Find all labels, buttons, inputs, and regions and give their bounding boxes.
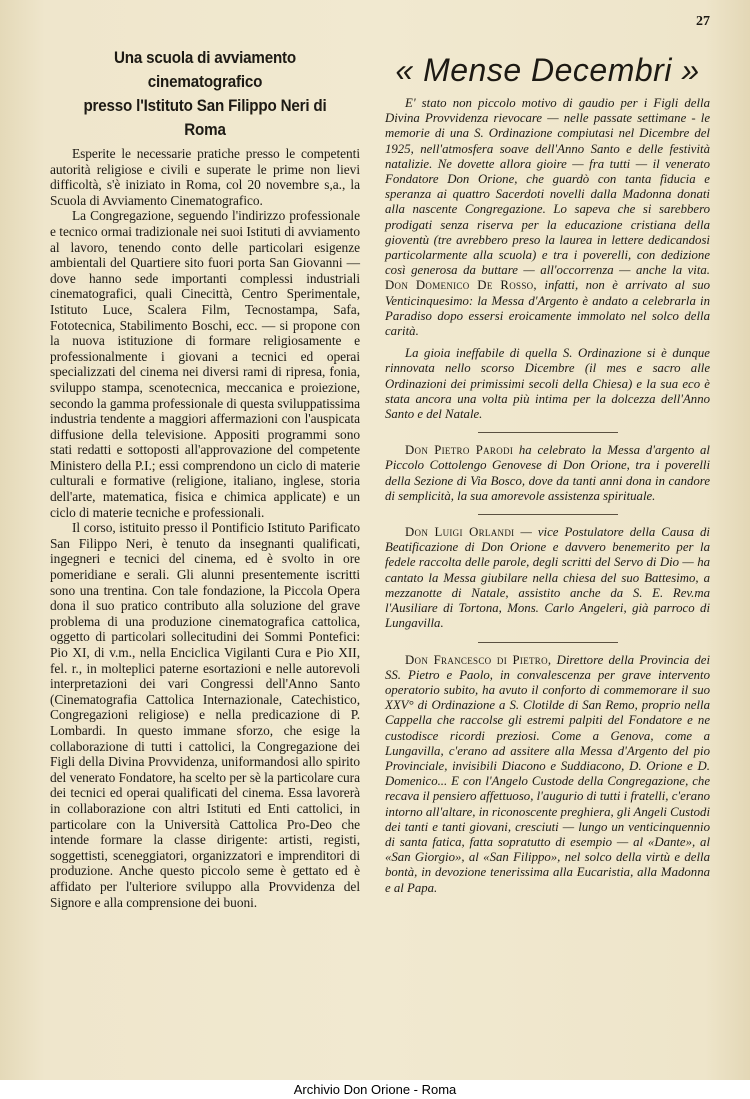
right-article-body bbox=[385, 96, 710, 896]
right-paragraph-orlandi bbox=[385, 525, 710, 631]
left-article-body bbox=[50, 146, 360, 910]
paragraph-text: Direttore della Provincia dei SS. Pietro e Paolo, in convalescenza per grave intervento operatorio subito, ha avuto il conforto di commemorare il suo XXV° di Ordinazione a S. Clotilde di San Remo, proprio nella Cappella che raccolse gli estremi palpiti del Fondatore e ne custodisce ricordi preziosi. Come a Genova, come a Lungavilla, c'erano ad assitere alla Messa d'Argento del pio Provinciale, invisibili Diacono e Suddiacono, D. Orione e D. Domenico... E con l'Angelo Custode della Congregazione, che recava il pensiero affettuoso, l'augurio di tutti i fratelli, c'erano intorno all'altare, in riconoscente preghiera, gli Angeli Custodi dei tanti e tanti giovani, cresciuti — lungo un venticinquennio di santa fatica, fatta sopratutto di esempio — al «Dante», al «San Giorgio», al «San Filippo», nel solco della virtù e della bontà, in devozione tenerissima alla Eucaristia, alla Madonna e al Papa. bbox=[385, 652, 711, 895]
person-name: Don Domenico De Rosso, bbox=[385, 278, 537, 293]
right-paragraph-joy: La gioia ineffabile di quella S. Ordinazione si è dunque rinnovata nello scorso Dicembre (il mes e sacro alle Ordinazioni dei primissimi secoli della Chiesa) e la sua eco è stata ancora una volta più intima per la dolcezza dell'Anno Santo e del Natale. bbox=[385, 346, 710, 422]
right-paragraph-intro bbox=[385, 96, 710, 339]
separator-line bbox=[478, 432, 618, 433]
left-paragraph: La Congregazione, seguendo l'indirizzo professionale e tecnico ormai tradizionale nei suoi Istituti di avviamento al lavoro, tenendo conto delle particolari esigenze ambientali del Quartiere sito fuori porta San Giovanni — dove hanno sede importanti complessi industriali cinematografici, quali Cinecittà, Centro Sperimentale, Istituto Luce, Scalera Film, Tecnostampa, Safa, Fototecnica, Stabilimento Boschi, ecc. — si propone con la nuova istituzione di formare religiosamente e professionalmente i giovani a tecnici ed operai specializzati del cinema nei diversi rami di ripresa, fonia, sviluppo stampa, scenotecnica, meccanica e proiezione, secondo la gamma professionale di questa sviluppatissima industria tendente a maggiori affermazioni con l'auspicata diffusione della televisione. Appositi programmi sono stati redatti e sottoposti all'approvazione del competente Ministero della P.I.; essi comprendono un ciclo di materie culturali e formative (religione, italiano, inglese, storia dell'arte, matematica, fisica e chimica applicate) e un ciclo di materie tecniche e professionali. bbox=[50, 208, 360, 520]
right-article-title: « Mense Decembri » bbox=[395, 52, 700, 88]
left-column-article bbox=[50, 46, 360, 910]
archive-footer: Archivio Don Orione - Roma bbox=[0, 1080, 750, 1099]
left-article-title-line1: Una scuola di avviamento cinematografico bbox=[113, 49, 297, 91]
person-name: Don Luigi Orlandi bbox=[405, 525, 515, 540]
paragraph-text: — vice Postulatore della Causa di Beatificazione di Don Orione e davvero benemerito per la fedele raccolta delle parole, degli scritti del Servo di Dio — ha cantato la Messa giubilare nella chiesa del suo Battesimo, a mezzanotte di Natale, assistito anche da S. E. Rev.ma l'Ausiliare di Tortona, Mons. Carlo Angeleri, già parroco di Lungavilla. bbox=[385, 525, 710, 631]
separator-line bbox=[478, 642, 618, 643]
left-article-title bbox=[62, 46, 347, 142]
person-name: Don Francesco di Pietro, bbox=[405, 652, 552, 667]
intro-text: E' stato non piccolo motivo di gaudio per i Figli della Divina Provvidenza rievocare — nelle passate settimane - le memorie di una S. Ordinazione compiutasi nel Dicembre del 1925, nell'atmosfera soave dell'Anno Santo e delle festività natalizie. Ne dovette allora gioire — fra tutti — il venerato Fondatore Don Orione, che guardò con tanta fiducia e speranza ai quattro Sacerdoti novelli dalla Madonna donati alla nascente Congregazione. Lo sapeva che si sarebbero prodigati senza riserva per la educazione cristiana della gioventù (tre avrebbero preso la laurea in lettere dedicandosi particolarmente alla scuola) e tra i poverelli, con dedizione così generosa da buttare — all'occorrenza — anche la vita. bbox=[385, 96, 710, 278]
person-name: Don Pietro Parodi bbox=[405, 443, 514, 458]
left-paragraph: Esperite le necessarie pratiche presso le competenti autorità religiose e civili e superate le prime non lievi difficoltà, s'è iniziato in Roma, col 20 novembre s,a., la Scuola di Avviamento Cinematografico. bbox=[50, 146, 360, 208]
page-number: 27 bbox=[696, 14, 710, 29]
intro-text-end: infatti, non è arrivato al suo Venticinquesimo: la Messa d'Argento è andato a celebrarla in Paradiso dopo essersi eroicamente immolato nel solco della carità. bbox=[385, 278, 711, 339]
separator-line bbox=[478, 514, 618, 515]
left-article-title-line2: presso l'Istituto San Filippo Neri di Roma bbox=[83, 97, 327, 139]
right-paragraph-parodi bbox=[385, 443, 710, 504]
left-paragraph: Il corso, istituito presso il Pontificio Istituto Parificato San Filippo Neri, è tenuto da insegnanti qualificati, ingegneri e tecnici del cinema, ed è svolto in ore pomeridiane e serali. Gli alunni presentemente iscritti sono una trentina. Con tale fondazione, la Piccola Opera dona il suo pratico contributo alla soluzione del grave problema di una produzione cinematografica cattolica, oggetto di particolari sollecitudini dei Sommi Pontefici: Pio XI, di v.m., nella Enciclica Vigilanti Cura e Pio XII, fel. r., in molteplici paterne esortazioni e nelle autorevoli interpretazioni dei vari Congressi dell'Anno Santo (Cinematografia Cattolica Internazionale, Catechistico, Congregazioni religiose) e nella predicazione di P. Lombardi. In questo immane sforzo, che esige la collaborazione di tutti i cattolici, la Congregazione dei Figli della Divina Provvidenza, uniformandosi allo spirito del venerato Fondatore, ha scelto per sè la particolare cura dei tecnici ed operai qualificati del cinema. Essa lavorerà in collaborazione con altri Istituti ed Enti cattolici, in particolare con la Università Cattolica Pro-Deo che intende formare la classe dirigente: artisti, registi, soggettisti, sceneggiatori, organizzatori e imprenditori di produzione. Anche questo piccolo seme è gettato ed è affidato per l'ulteriore sviluppo alla Provvidenza del Signore e alla comprensione dei buoni. bbox=[50, 520, 360, 910]
right-paragraph-di-pietro bbox=[385, 653, 710, 896]
right-column-article bbox=[385, 52, 710, 896]
paragraph-text: ha celebrato la Messa d'argento al Piccolo Cottolengo Genovese di Don Orione, tra i poverelli della Sezione di Via Bosco, dove da tanti anni dona in candore di semplicità, la sua amorevole assistenza spirituale. bbox=[385, 443, 710, 503]
